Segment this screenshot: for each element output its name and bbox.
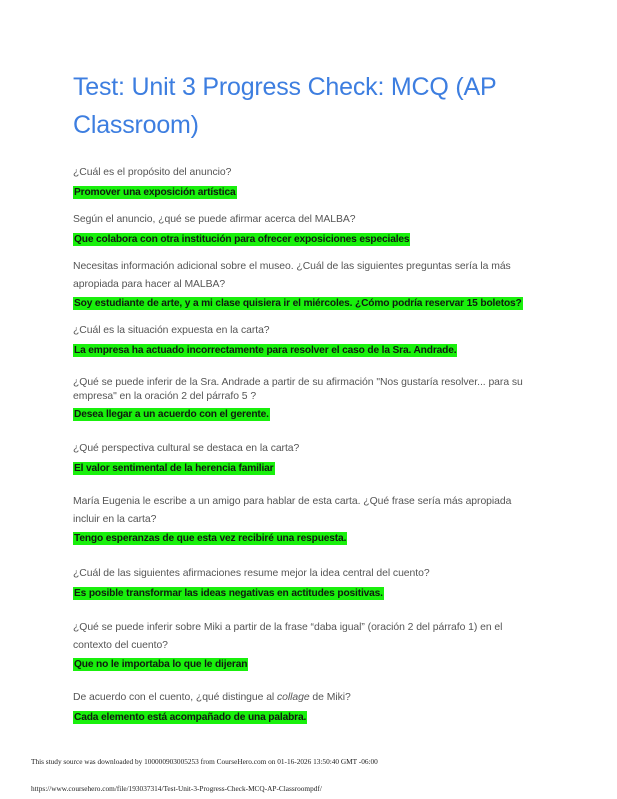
question-block-3	[73, 258, 553, 311]
highlighted-answer: Que colabora con otra institución para ofrecer exposiciones especiales	[74, 233, 410, 245]
question-block-9	[73, 619, 533, 672]
question-text-suffix: de Miki?	[309, 692, 351, 703]
question-block-4	[73, 322, 543, 358]
question-text: ¿Cuál es la situación expuesta en la carta?	[73, 325, 270, 336]
question-text-italic: collage	[277, 692, 310, 703]
highlighted-answer: Cada elemento está acompañado de una palabra.	[74, 711, 307, 723]
question-block-2	[73, 211, 543, 247]
question-text	[73, 689, 543, 707]
highlighted-answer: Promover una exposición artística	[74, 186, 236, 198]
question-text: Según el anuncio, ¿qué se puede afirmar acerca del MALBA?	[73, 214, 356, 225]
question-block-6	[73, 440, 543, 476]
question-text: ¿Cuál de las siguientes afirmaciones resume mejor la idea central del cuento?	[73, 568, 430, 579]
download-notice: This study source was downloaded by 100000903005253 from CourseHero.com on 01-16-2026 13:50:40 GMT -06:00	[31, 757, 378, 766]
question-block-1	[73, 164, 543, 200]
question-text: ¿Qué perspectiva cultural se destaca en la carta?	[73, 443, 300, 454]
page-title: Test: Unit 3 Progress Check: MCQ (AP Classroom)	[73, 73, 497, 139]
highlighted-answer: Soy estudiante de arte, y a mi clase quisiera ir el miércoles. ¿Cómo podría reservar 15 boletos?	[74, 298, 522, 309]
question-text: ¿Qué se puede inferir sobre Miki a partir de la frase “daba igual” (oración 2 del párrafo 1) en el contexto del cuento?	[73, 622, 503, 651]
highlighted-answer: Que no le importaba lo que le dijeran	[74, 659, 248, 670]
highlighted-answer: Desea llegar a un acuerdo con el gerente.	[74, 409, 269, 420]
highlighted-answer: El valor sentimental de la herencia familiar	[74, 462, 274, 474]
question-block-7	[73, 493, 533, 546]
question-text: ¿Qué se puede inferir de la Sra. Andrade a partir de su afirmación "Nos gustaría resolver... para su empresa" en la oración 2 del párrafo 5 ?	[73, 377, 523, 402]
question-block-8	[73, 565, 543, 601]
question-text: ¿Cuál es el propósito del anuncio?	[73, 167, 232, 178]
source-url: https://www.coursehero.com/file/193037314/Test-Unit-3-Progress-Check-MCQ-AP-Classroompdf/	[31, 784, 322, 793]
question-text: María Eugenia le escribe a un amigo para hablar de esta carta. ¿Qué frase sería más apropiada incluir en la carta?	[73, 496, 512, 525]
highlighted-answer: Tengo esperanzas de que esta vez recibiré una respuesta.	[74, 533, 347, 544]
question-block-10	[73, 689, 543, 725]
highlighted-answer: Es posible transformar las ideas negativas en actitudes positivas.	[74, 587, 383, 599]
question-text: Necesitas información adicional sobre el museo. ¿Cuál de las siguientes preguntas sería la más apropiada para hacer al MALBA?	[73, 261, 511, 290]
question-block-5	[73, 376, 553, 422]
highlighted-answer: La empresa ha actuado incorrectamente para resolver el caso de la Sra. Andrade.	[74, 344, 457, 356]
question-text-prefix: De acuerdo con el cuento, ¿qué distingue al	[73, 692, 278, 703]
